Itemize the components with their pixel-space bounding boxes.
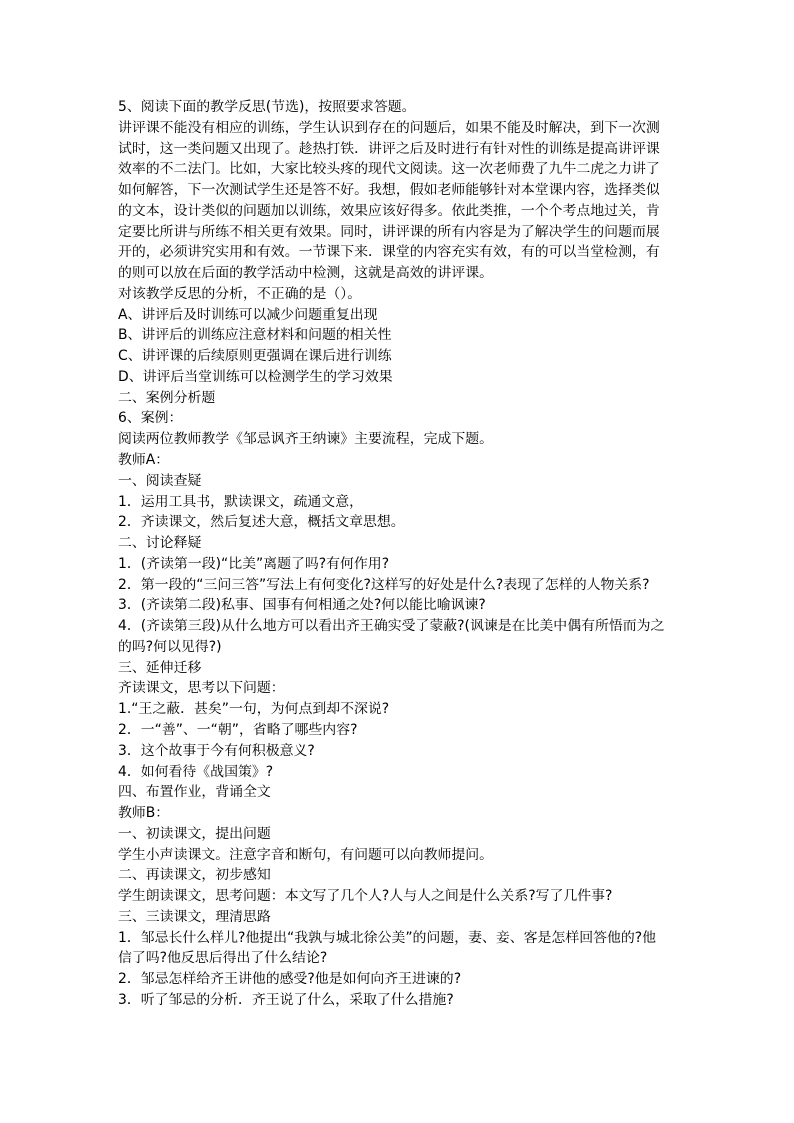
text-line: 二、讨论释疑	[118, 535, 202, 552]
text-line: 教师B：	[118, 805, 170, 822]
text-line: A、讲评后及时训练可以减少问题重复出现	[118, 306, 378, 323]
text-line: 3．(齐读第二段)私事、国事有何相通之处?何以能比喻讽谏?	[118, 597, 486, 614]
text-line: 5、阅读下面的教学反思(节选)，按照要求答题。	[118, 99, 416, 115]
text-line: 四、布置作业，背诵全文	[118, 784, 271, 801]
text-line: 教师A：	[118, 452, 170, 469]
text-line: 2．齐读课文，然后复述大意，概括文章思想。	[118, 514, 405, 531]
text-line: 对该教学反思的分析，不正确的是（）。	[118, 285, 362, 302]
text-line: 学生小声读课文。注意字音和断句，有问题可以向教师提问。	[118, 846, 494, 863]
text-line: 信了吗?他反思后得出了什么结论?	[118, 950, 328, 967]
text-line: 一、阅读查疑	[118, 472, 202, 489]
text-line: 的则可以放在后面的教学活动中检测，这就是高效的讲评课。	[118, 265, 494, 282]
text-line: 1．运用工具书，默读课文，疏通文意，	[118, 493, 363, 510]
text-line: 3．这个故事于今有何积极意义?	[118, 742, 315, 759]
text-line: 讲评课不能没有相应的训练，学生认识到存在的问题后，如果不能及时解决，到下一次测	[118, 119, 660, 136]
text-line: 阅读两位教师教学《邹忌讽齐王纳谏》主要流程，完成下题。	[118, 431, 494, 448]
text-line: 定要比所讲与所练不相关更有效果。同时，讲评课的所有内容是为了解决学生的问题而展	[118, 223, 660, 240]
text-line: 2．第一段的“三问三答”写法上有何变化?这样写的好处是什么?表现了怎样的人物关系?	[118, 576, 650, 593]
text-line: 2．一“善”、一“朝”，省略了哪些内容?	[118, 721, 358, 738]
text-line: 试时，这一类问题又出现了。趁热打铁．讲评之后及时进行有针对性的训练是提高讲评课	[118, 140, 660, 157]
text-line: 的吗?何以见得?)	[118, 638, 222, 655]
text-line: 如何解答，下一次测试学生还是答不好。我想，假如老师能够针对本堂课内容，选择类似	[118, 182, 660, 199]
text-line: 一、初读课文，提出问题	[118, 825, 271, 842]
text-line: 2．邹忌怎样给齐王讲他的感受?他是如何向齐王进谏的?	[118, 971, 462, 988]
text-line: B、讲评后的训练应注意材料和问题的相关性	[118, 327, 392, 344]
text-line: C、讲评课的后续原则更强调在课后进行训练	[118, 348, 392, 365]
text-line: 1．邹忌长什么样儿?他提出“我孰与城北徐公美”的问题，妻、妾、客是怎样回答他的?他	[118, 929, 657, 946]
text-line: 二、案例分析题	[118, 389, 216, 406]
text-line: 1．(齐读第一段)“比美”离题了吗?有何作用?	[118, 555, 390, 572]
text-line: 二、再读课文，初步感知	[118, 867, 271, 884]
text-line: 齐读课文，思考以下问题：	[118, 680, 285, 697]
text-line: 4．如何看待《战国策》?	[118, 763, 274, 780]
text-line: 开的，必须讲究实用和有效。一节课下来．课堂的内容充实有效，有的可以当堂检测，有	[118, 244, 660, 261]
text-line: 三、延伸迁移	[118, 659, 202, 676]
text-line: 4．(齐读第三段)从什么地方可以看出齐王确实受了蒙蔽?(讽谏是在比美中偶有所悟而为之	[118, 618, 665, 635]
text-line: 学生朗读课文，思考问题：本文写了几个人?人与人之间是什么关系?写了几件事?	[118, 888, 613, 905]
text-line: D、讲评后当堂训练可以检测学生的学习效果	[118, 368, 393, 385]
text-line: 6、案例：	[118, 410, 183, 427]
text-line: 三、三读课文，理清思路	[118, 908, 271, 925]
text-line: 的文本，设计类似的问题加以训练，效果应该好得多。依此类推，一个个考点地过关，肯	[118, 202, 660, 219]
document-body	[118, 97, 688, 1011]
text-line: 效率的不二法门。比如，大家比较头疼的现代文阅读。这一次老师费了九牛二虎之力讲了	[118, 161, 660, 178]
text-line: 1.“王之蔽．甚矣”一句，为何点到却不深说?	[118, 701, 390, 718]
text-line: 3．听了邹忌的分析．齐王说了什么，采取了什么措施?	[118, 991, 454, 1008]
